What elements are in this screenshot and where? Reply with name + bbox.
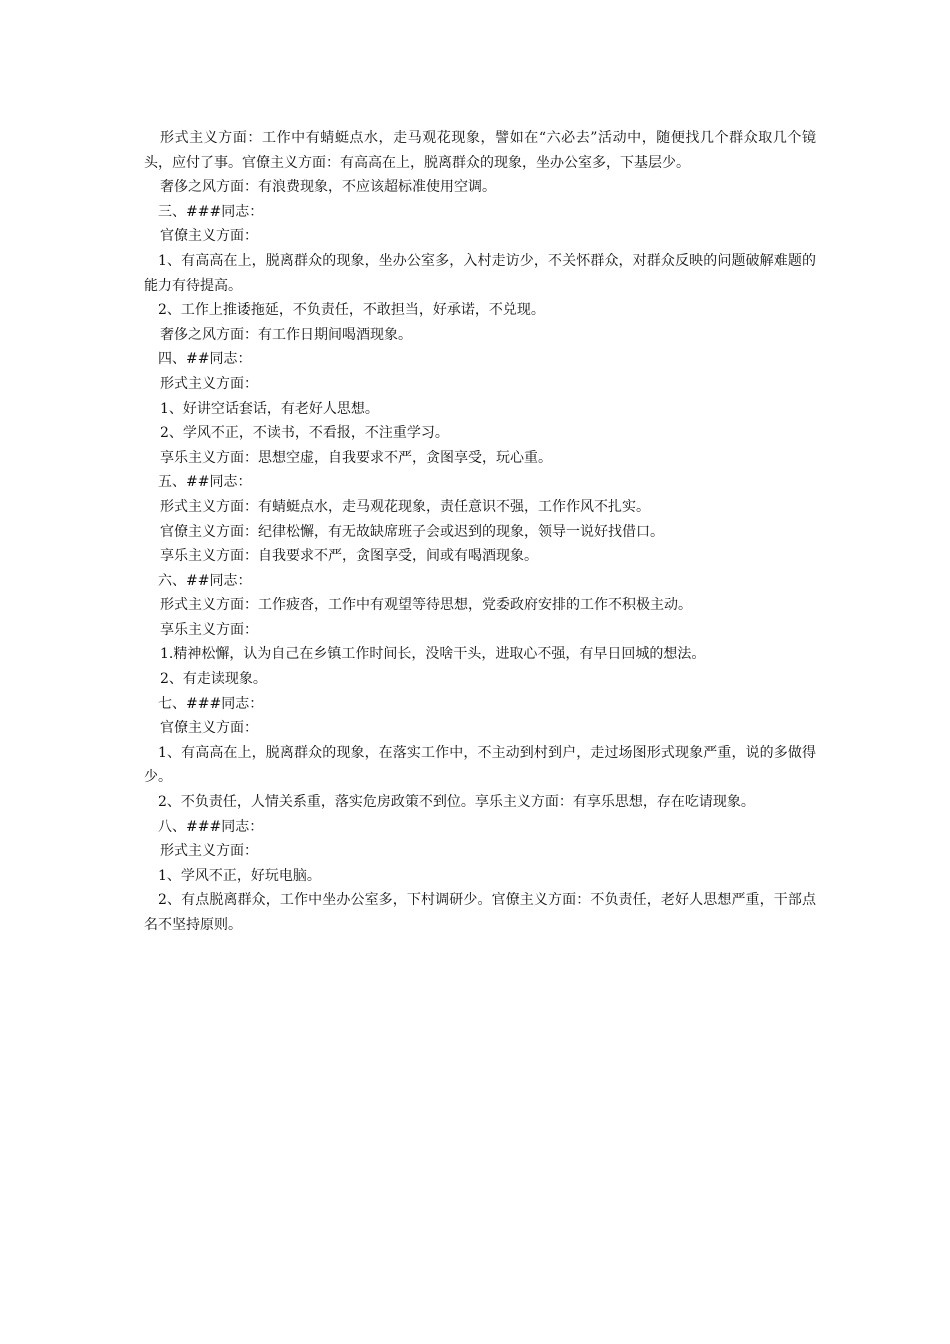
list-item: 2、学风不正，不读书，不看报，不注重学习。 — [160, 425, 449, 442]
section-heading: 八、###同志： — [158, 818, 264, 835]
paragraph: 形式主义方面：工作中有蜻蜓点水，走马观花现象，譬如在“六必去”活动中，随便找几个群众取几个镜头，应付了事。官僚主义方面：有高高在上，脱离群众的现象，坐办公室多，下基层少。 — [144, 130, 816, 171]
paragraph: 奢侈之风方面：有浪费现象，不应该超标准使用空调。 — [160, 179, 496, 196]
paragraph: 形式主义方面： — [160, 843, 258, 860]
list-item: 2、不负责任，人情关系重，落实危房政策不到位。享乐主义方面：有享乐思想，存在吃请现象。 — [158, 794, 755, 811]
document-body — [144, 126, 816, 938]
list-item: 1、好讲空话套话，有老好人思想。 — [160, 400, 379, 417]
paragraph: 奢侈之风方面：有工作日期间喝酒现象。 — [160, 326, 412, 343]
list-item: 1、学风不正，好玩电脑。 — [158, 867, 321, 884]
list-item: 1.精神松懈，认为自己在乡镇工作时间长，没啥干头，进取心不强，有早日回城的想法。 — [160, 646, 706, 663]
paragraph: 官僚主义方面： — [160, 228, 258, 245]
paragraph: 官僚主义方面：纪律松懈，有无故缺席班子会或迟到的现象，领导一说好找借口。 — [160, 523, 664, 540]
list-item: 2、工作上推诿拖延，不负责任，不敢担当，好承诺，不兑现。 — [158, 302, 545, 319]
section-heading: 四、##同志： — [158, 351, 252, 368]
paragraph: 形式主义方面： — [160, 375, 258, 392]
paragraph: 享乐主义方面：自我要求不严，贪图享受，间或有喝酒现象。 — [160, 548, 538, 565]
list-item: 1、有高高在上，脱离群众的现象，坐办公室多，入村走访少，不关怀群众，对群众反映的问题破解难题的能力有待提高。 — [144, 252, 816, 294]
list-item: 2、有点脱离群众，工作中坐办公室多，下村调研少。官僚主义方面：不负责任，老好人思想严重，干部点名不坚持原则。 — [144, 892, 816, 933]
section-heading: 三、###同志： — [158, 203, 264, 220]
section-heading: 七、###同志： — [158, 695, 264, 712]
paragraph: 形式主义方面：有蜻蜓点水，走马观花现象，责任意识不强，工作作风不扎实。 — [160, 498, 650, 515]
list-item: 2、有走读现象。 — [160, 671, 267, 688]
paragraph: 享乐主义方面：思想空虚，自我要求不严，贪图享受，玩心重。 — [160, 449, 552, 466]
paragraph: 享乐主义方面： — [160, 621, 258, 638]
paragraph: 形式主义方面：工作疲沓，工作中有观望等待思想，党委政府安排的工作不积极主动。 — [160, 597, 692, 614]
list-item: 1、有高高在上，脱离群众的现象，在落实工作中，不主动到村到户，走过场图形式现象严重，说的多做得少。 — [144, 744, 816, 786]
section-heading: 六、##同志： — [158, 572, 252, 589]
section-heading: 五、##同志： — [158, 474, 252, 491]
paragraph: 官僚主义方面： — [160, 720, 258, 737]
